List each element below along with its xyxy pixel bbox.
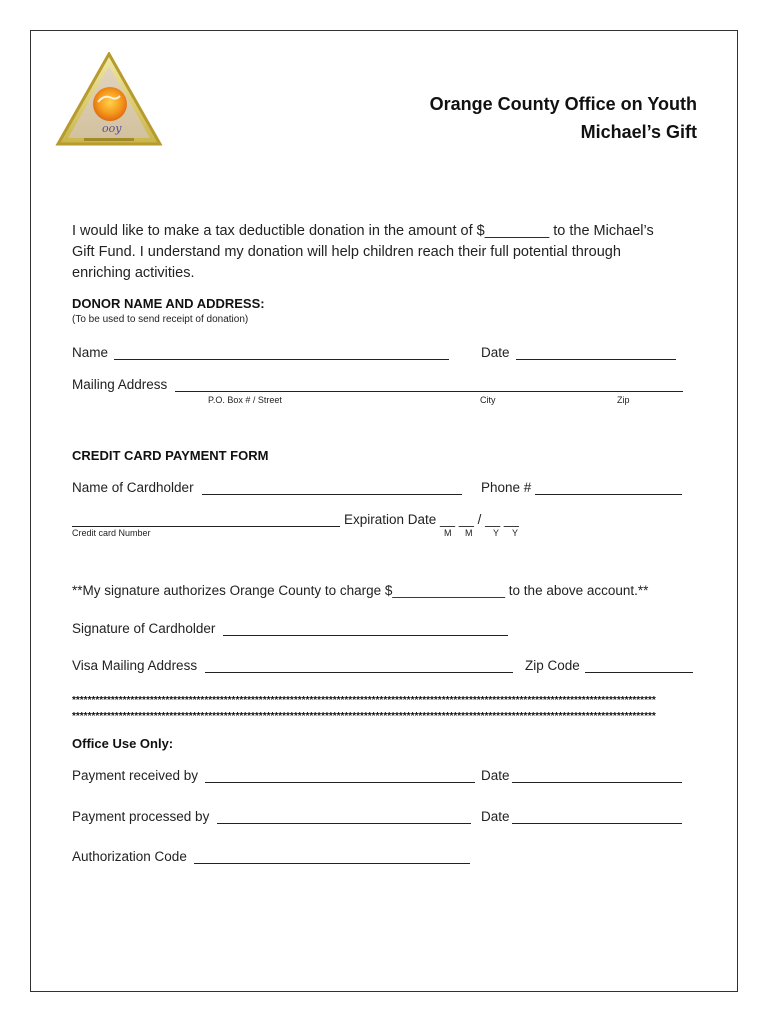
year-label-2: Y [512, 528, 519, 538]
visa-mailing-address-label: Visa Mailing Address [72, 658, 198, 673]
name-field[interactable] [114, 359, 449, 360]
cardholder-field[interactable] [202, 494, 462, 495]
mailing-address-label: Mailing Address [72, 377, 168, 392]
received-date-field[interactable] [512, 782, 682, 783]
cardholder-label: Name of Cardholder [72, 480, 194, 495]
payment-processed-field[interactable] [217, 823, 471, 824]
date-label: Date [481, 345, 510, 360]
intro-line-3: enriching activities. [72, 265, 195, 281]
phone-label: Phone # [481, 480, 532, 495]
donor-heading: DONOR NAME AND ADDRESS: [72, 296, 265, 311]
donor-subheading: (To be used to send receipt of donation) [72, 314, 249, 325]
processed-date-field[interactable] [512, 823, 682, 824]
intro-line-1: I would like to make a tax deductible donation in the amount of $________ to the Michael’s [72, 223, 654, 239]
name-label: Name [72, 345, 109, 360]
payment-received-field[interactable] [205, 782, 475, 783]
month-label-2: M [465, 528, 473, 538]
payment-processed-label: Payment processed by [72, 809, 210, 824]
po-box-label: P.O. Box # / Street [208, 395, 282, 405]
office-use-heading: Office Use Only: [72, 736, 174, 751]
year-label-1: Y [493, 528, 500, 538]
visa-mailing-address-field[interactable] [205, 672, 513, 673]
logo-text: ooy [102, 122, 122, 135]
separator-stars-1: ****************************************************************************************************************************************************** [72, 695, 656, 706]
date-field[interactable] [516, 359, 676, 360]
zip-label: Zip [617, 395, 630, 405]
page-title: Orange County Office on Youth [429, 94, 697, 114]
phone-field[interactable] [535, 494, 682, 495]
form-page [30, 30, 738, 992]
intro-line-2: Gift Fund. I understand my donation will help children reach their full potential through [72, 244, 621, 260]
ooy-logo [54, 52, 164, 152]
zip-code-label: Zip Code [525, 658, 580, 673]
authorization-statement: **My signature authorizes Orange County to charge $_______________ to the above account.** [72, 583, 649, 598]
month-label-1: M [444, 528, 452, 538]
authorization-code-field[interactable] [194, 863, 470, 864]
processed-date-label: Date [481, 809, 510, 824]
received-date-label: Date [481, 768, 510, 783]
page-subtitle: Michael’s Gift [580, 122, 697, 142]
payment-received-label: Payment received by [72, 768, 199, 783]
expiration-date-label[interactable]: Expiration Date __ __ / __ __ [344, 512, 519, 527]
signature-label: Signature of Cardholder [72, 621, 216, 636]
credit-card-number-label: Credit card Number [72, 528, 151, 538]
credit-card-heading: CREDIT CARD PAYMENT FORM [72, 448, 269, 463]
signature-field[interactable] [223, 635, 508, 636]
mailing-address-field[interactable] [175, 391, 683, 392]
credit-card-number-field[interactable] [72, 526, 340, 527]
zip-code-field[interactable] [585, 672, 693, 673]
city-label: City [480, 395, 496, 405]
authorization-code-label: Authorization Code [72, 849, 187, 864]
separator-stars-2: ****************************************************************************************************************************************************** [72, 711, 656, 722]
